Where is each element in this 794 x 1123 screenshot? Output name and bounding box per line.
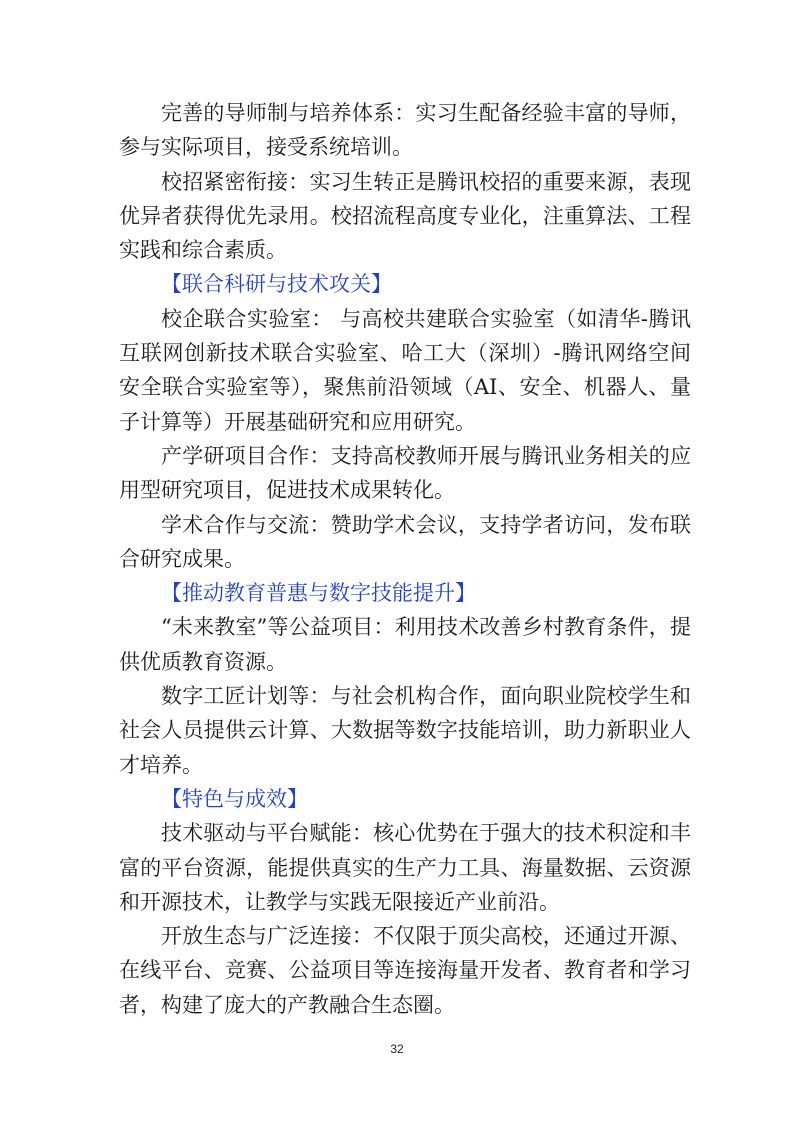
paragraph-joint-labs: 校企联合实验室： 与高校共建联合实验室（如清华-腾讯互联网创新技术联合实验室、哈工大（深圳）-腾讯网络空间安全联合实验室等），聚焦前沿领域（AI、安全、机器人、量子计算等）开展基础研究和应用研究。 — [119, 306, 691, 434]
page-content — [119, 96, 691, 1022]
paragraph-future-classroom: “未来教室”等公益项目：利用技术改善乡村教育条件，提供优质教育资源。 — [119, 615, 691, 674]
paragraph-mentorship: 完善的导师制与培养体系：实习生配备经验丰富的导师，参与实际项目，接受系统培训。 — [119, 101, 691, 160]
paragraph-industry-research-projects: 产学研项目合作：支持高校教师开展与腾讯业务相关的应用型研究项目，促进技术成果转化。 — [119, 443, 691, 503]
paragraph-academic-exchange: 学术合作与交流：赞助学术会议，支持学者访问，发布联合研究成果。 — [119, 512, 691, 571]
paragraph-campus-recruitment: 校招紧密衔接：实习生转正是腾讯校招的重要来源，表现优异者获得优先录用。校招流程高度专业化，注重算法、工程实践和综合素质。 — [119, 169, 691, 263]
paragraph-tech-platform: 技术驱动与平台赋能：核心优势在于强大的技术积淀和丰富的平台资源，能提供真实的生产力工具、海量数据、云资源和开源技术，让教学与实践无限接近产业前沿。 — [119, 821, 691, 914]
section-heading-features-results: 【特色与成效】 — [161, 786, 308, 811]
section-heading-joint-research: 【联合科研与技术攻关】 — [161, 272, 392, 297]
paragraph-digital-craftsman: 数字工匠计划等：与社会机构合作，面向职业院校学生和社会人员提供云计算、大数据等数字技能培训，助力新职业人才培养。 — [119, 684, 691, 777]
paragraph-open-ecosystem: 开放生态与广泛连接：不仅限于顶尖高校，还通过开源、在线平台、竞赛、公益项目等连接海量开发者、教育者和学习者，构建了庞大的产教融合生态圈。 — [119, 924, 691, 1017]
section-heading-education-inclusion: 【推动教育普惠与数字技能提升】 — [161, 581, 476, 606]
page-number: 32 — [390, 1042, 404, 1056]
